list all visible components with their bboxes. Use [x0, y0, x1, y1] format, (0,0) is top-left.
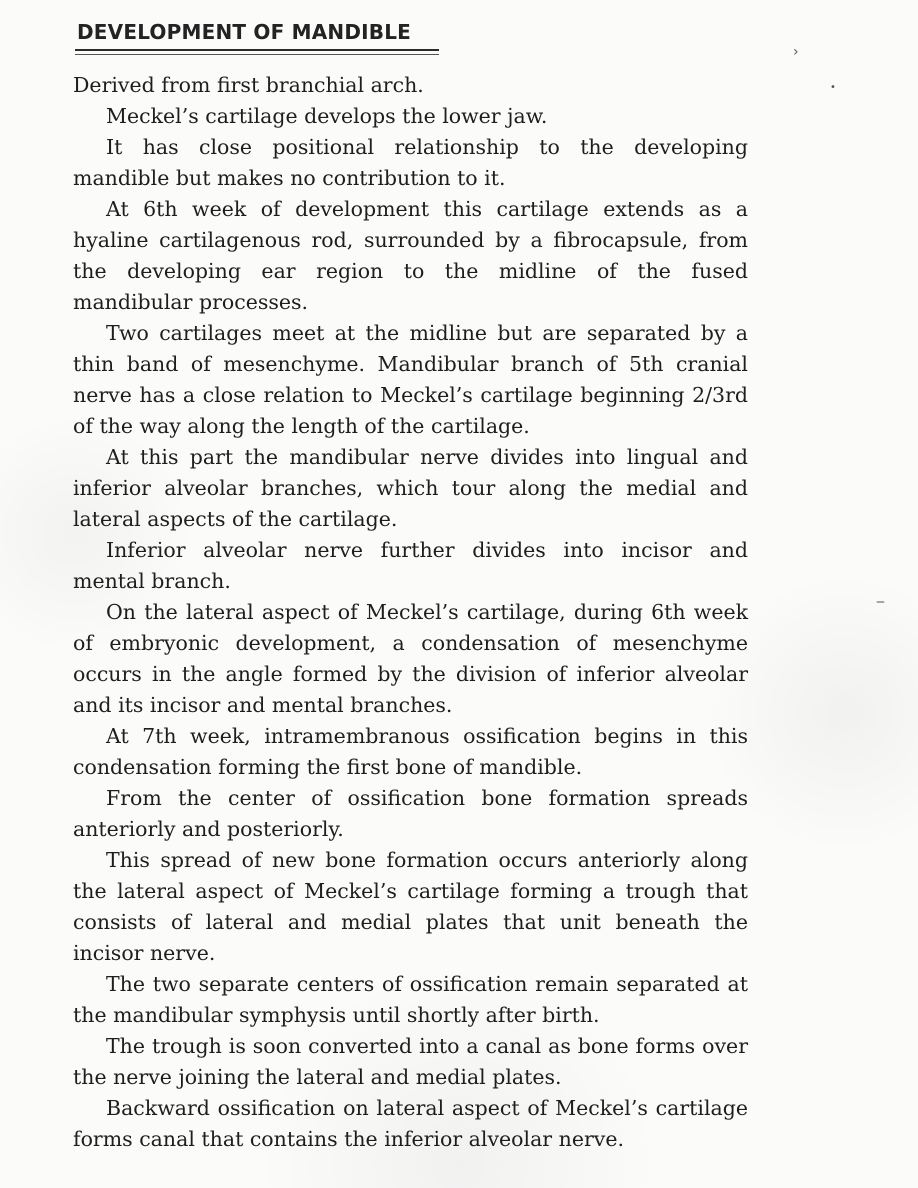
scan-speck: ‒ — [876, 594, 885, 610]
paragraph: It has close positional relationship to the developing mandible but makes no contribution to it. — [73, 135, 748, 190]
body-text — [73, 70, 748, 1155]
paragraph: On the lateral aspect of Meckel’s cartilage, during 6th week of embryonic development, a condensation of mesenchyme occurs in the angle formed by the division of inferior alveolar and its incisor and mental branches. — [73, 600, 748, 717]
title-underline — [75, 49, 439, 51]
paragraph: Two cartilages meet at the midline but are separated by a thin band of mesenchyme. Mandibular branch of 5th cranial nerve has a close relation to Meckel’s cartilage beginning 2/3rd of the way along the length of the cartilage. — [73, 321, 748, 438]
paragraph: At 7th week, intramembranous ossification begins in this condensation forming the first bone of mandible. — [73, 724, 748, 779]
paragraph: Meckel’s cartilage develops the lower jaw. — [106, 104, 548, 128]
title-underline-secondary — [75, 54, 439, 55]
page-title: DEVELOPMENT OF MANDIBLE — [77, 20, 412, 44]
paragraph: From the center of ossification bone formation spreads anteriorly and posteriorly. — [73, 786, 748, 841]
paragraph: At this part the mandibular nerve divides into lingual and inferior alveolar branches, which tour along the medial and lateral aspects of the cartilage. — [73, 445, 748, 531]
paragraph: At 6th week of development this cartilage extends as a hyaline cartilagenous rod, surrounded by a fibrocapsule, from the developing ear region to the midline of the fused mandibular processes. — [73, 197, 748, 314]
scan-speck: • — [830, 82, 836, 93]
paragraph: Backward ossification on lateral aspect of Meckel’s cartilage forms canal that contains the inferior alveolar nerve. — [73, 1096, 748, 1151]
paragraph: The trough is soon converted into a canal as bone forms over the nerve joining the lateral and medial plates. — [73, 1034, 748, 1089]
paragraph: Inferior alveolar nerve further divides into incisor and mental branch. — [73, 538, 748, 593]
scan-speck: › — [793, 44, 799, 60]
paragraph: The two separate centers of ossification remain separated at the mandibular symphysis until shortly after birth. — [73, 972, 748, 1027]
paragraph: Derived from first branchial arch. — [73, 73, 424, 97]
paragraph: This spread of new bone formation occurs anteriorly along the lateral aspect of Meckel’s cartilage forming a trough that consists of lateral and medial plates that unit beneath the incisor nerve. — [73, 848, 748, 965]
